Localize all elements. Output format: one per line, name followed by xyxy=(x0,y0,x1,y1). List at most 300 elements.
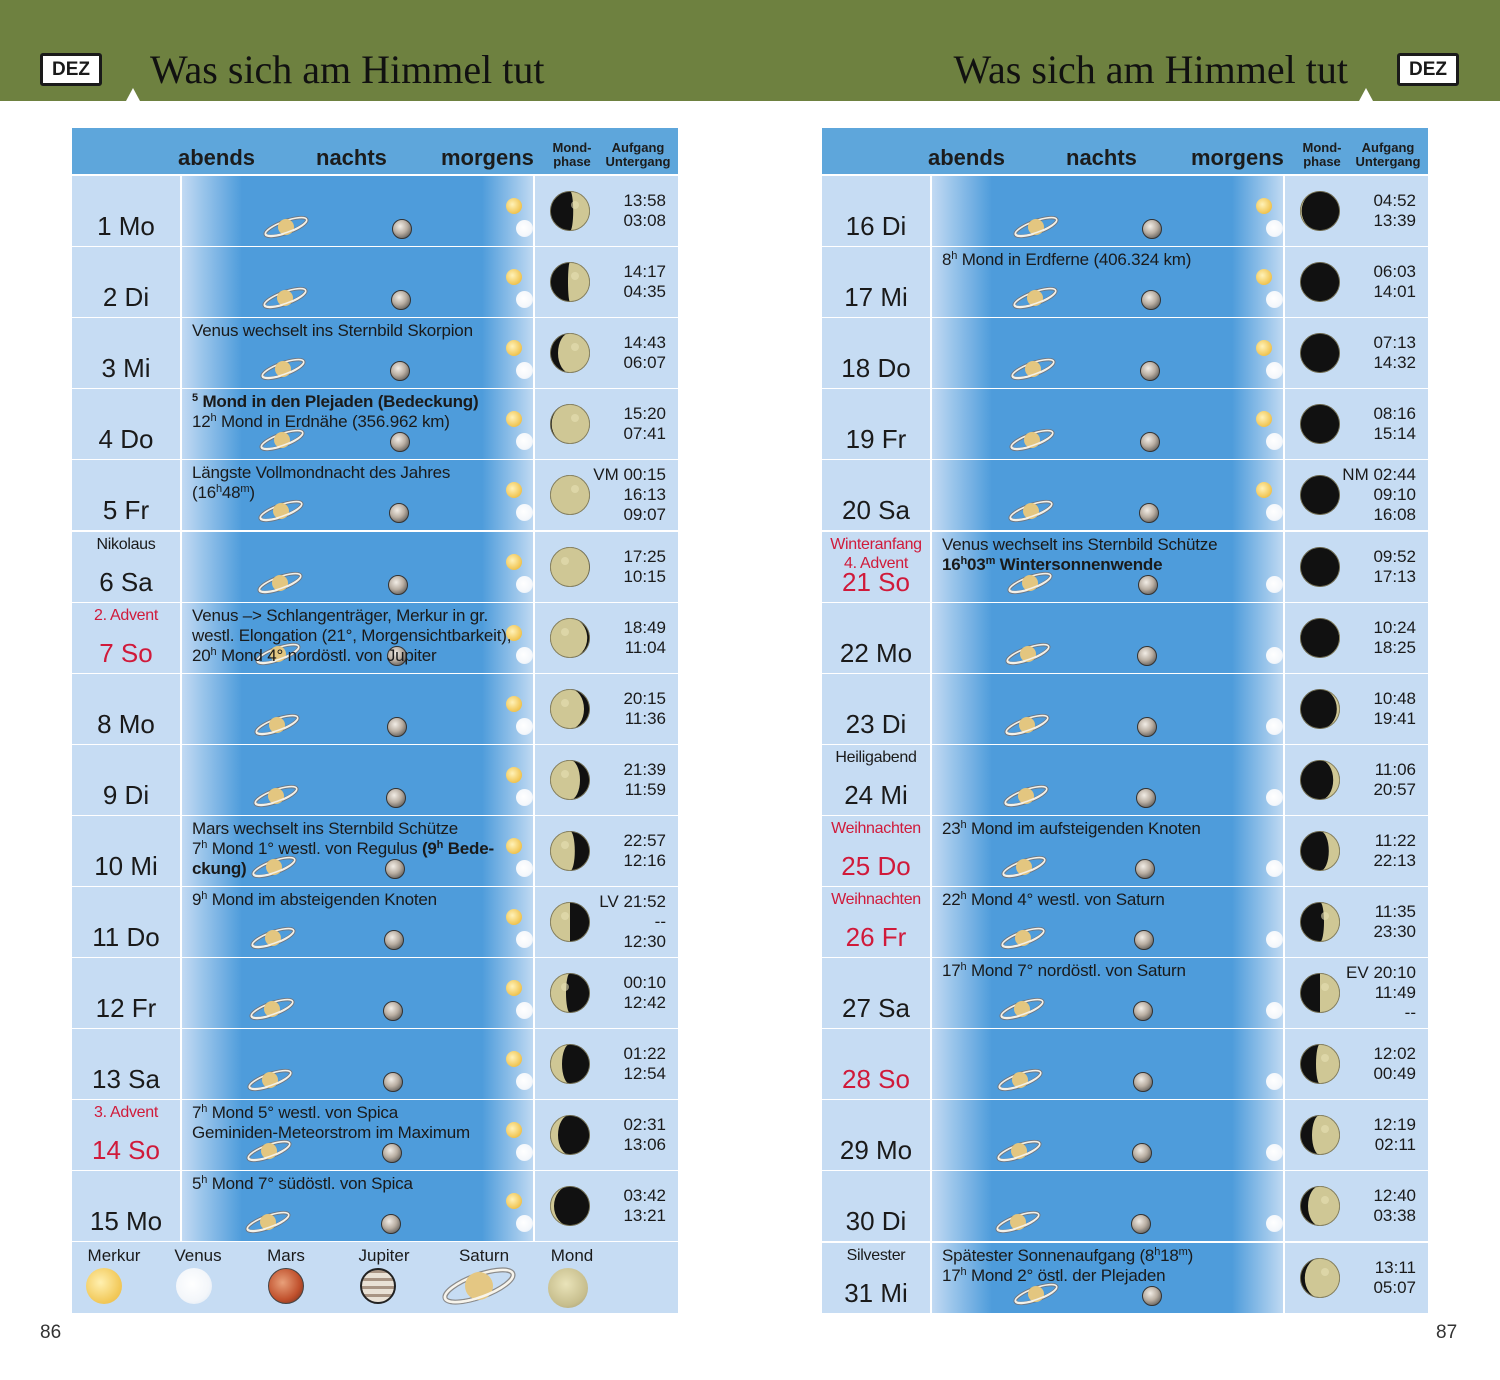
sky-cell xyxy=(932,1243,1283,1313)
moon-phase-cell xyxy=(535,1100,678,1170)
time-value: 15:20 xyxy=(623,404,666,424)
sky-cell xyxy=(182,176,533,246)
event-text: 5$^h$ Mond 7° südöstl. von Spica xyxy=(192,1174,413,1194)
moon-phase-cell xyxy=(535,460,678,530)
saturn-icon xyxy=(252,783,300,809)
moon-phase-cell xyxy=(535,887,678,957)
venus-icon xyxy=(1266,291,1283,308)
jupiter-icon xyxy=(383,1072,403,1092)
event-text: 7$^h$ Mond 5° westl. von Spica Geminiden-Meteorstrom im Maximum xyxy=(192,1103,470,1143)
day-row xyxy=(72,1171,678,1241)
moon-phase-icon xyxy=(1300,831,1340,871)
day-label: 25 Do xyxy=(841,850,911,881)
venus-icon xyxy=(176,1268,212,1304)
sky-cell xyxy=(932,1171,1283,1241)
time-value: 11:36 xyxy=(624,708,666,728)
rise-set-times xyxy=(1373,176,1416,246)
day-label: 28 So xyxy=(842,1064,910,1095)
moon-phase-icon xyxy=(1300,1258,1340,1298)
rise-set-times xyxy=(623,1171,666,1241)
venus-icon xyxy=(516,1144,533,1161)
venus-icon xyxy=(1266,1215,1283,1232)
day-note: Winteranfang 4. Advent xyxy=(830,535,922,572)
jupiter-icon xyxy=(1140,361,1160,381)
jupiter-icon xyxy=(390,361,410,381)
page-number-left: 86 xyxy=(40,1322,62,1343)
moon-phase-icon xyxy=(550,547,590,587)
col-aufgang-untergang: Aufgang Untergang xyxy=(605,140,671,169)
rise-set-times xyxy=(623,674,666,744)
month-badge-right: DEZ xyxy=(1397,53,1459,86)
time-value: 12:30 xyxy=(623,932,666,951)
moon-phase-icon xyxy=(550,475,590,515)
moon-phase-cell xyxy=(535,958,678,1028)
date-cell xyxy=(822,176,930,246)
sky-cell xyxy=(182,460,533,530)
moon-phase-icon xyxy=(550,618,590,658)
day-label: 20 Sa xyxy=(842,495,910,526)
time-value: 03:08 xyxy=(623,211,666,230)
sky-cell xyxy=(932,176,1283,246)
date-cell xyxy=(822,318,930,388)
date-cell xyxy=(72,1100,180,1170)
venus-icon xyxy=(1266,433,1283,450)
time-value: 17:25 xyxy=(623,546,666,566)
mars-icon xyxy=(268,1268,304,1304)
jupiter-icon xyxy=(382,1143,402,1163)
rise-set-times xyxy=(1346,958,1416,1028)
jupiter-icon xyxy=(360,1268,396,1304)
moon-phase-cell xyxy=(535,603,678,673)
date-cell xyxy=(822,247,930,317)
date-cell xyxy=(72,460,180,530)
saturn-icon xyxy=(244,1209,292,1235)
time-value: 09:52 xyxy=(1373,546,1416,566)
sky-cell xyxy=(932,460,1283,530)
moon-phase-cell xyxy=(1285,674,1428,744)
rise-set-times xyxy=(1373,603,1416,673)
day-label: 8 Mo xyxy=(97,708,155,739)
time-value: 18:49 xyxy=(623,617,666,637)
time-value: 12:40 xyxy=(1373,1186,1416,1206)
rise-set-times xyxy=(623,816,666,886)
time-value: NM 02:44 xyxy=(1342,465,1416,485)
legend-saturn-label: Saturn xyxy=(458,1246,510,1265)
legend-venus-label: Venus xyxy=(174,1246,222,1265)
venus-icon xyxy=(1266,860,1283,877)
moon-phase-cell xyxy=(1285,318,1428,388)
day-label: 31 Mi xyxy=(844,1277,908,1308)
jupiter-icon xyxy=(1137,646,1157,666)
day-label: 22 Mo xyxy=(839,637,913,668)
day-row xyxy=(822,247,1428,317)
date-cell xyxy=(822,1171,930,1241)
moon-phase-cell xyxy=(1285,603,1428,673)
sky-cell xyxy=(932,318,1283,388)
date-cell xyxy=(822,887,930,957)
moon-phase-cell xyxy=(535,532,678,602)
rise-set-times xyxy=(623,532,666,602)
moon-phase-icon xyxy=(550,404,590,444)
sky-cell xyxy=(182,1029,533,1099)
day-row xyxy=(72,816,678,886)
month-badge-left: DEZ xyxy=(40,53,102,86)
event-text: $^5$ Mond in den Plejaden (Bedeckung) 12$^h$ Mond in Erdnähe (356.962 km) xyxy=(192,392,479,432)
saturn-icon xyxy=(995,1138,1043,1164)
page-number-right: 87 xyxy=(1436,1322,1458,1343)
time-value: 05:07 xyxy=(1373,1277,1416,1297)
jupiter-icon xyxy=(389,503,409,523)
rise-set-times xyxy=(1373,816,1416,886)
sky-cell xyxy=(182,532,533,602)
rise-set-times xyxy=(1373,1171,1416,1241)
day-row xyxy=(822,460,1428,530)
column-header xyxy=(822,128,1428,174)
time-value: 01:22 xyxy=(623,1044,666,1064)
col-aufgang-untergang: Aufgang Untergang xyxy=(1355,140,1421,169)
moon-phase-icon xyxy=(1300,1115,1340,1155)
sky-cell xyxy=(182,1100,533,1170)
mercury-icon xyxy=(1256,269,1272,285)
day-label: 12 Fr xyxy=(95,993,157,1024)
rise-set-times xyxy=(1373,247,1416,317)
day-row xyxy=(72,389,678,459)
column-header xyxy=(72,128,678,174)
date-cell xyxy=(822,1243,930,1313)
day-row xyxy=(822,745,1428,815)
date-cell xyxy=(822,1029,930,1099)
time-value: 22:57 xyxy=(623,830,666,850)
saturn-icon xyxy=(259,356,307,382)
moon-phase-cell xyxy=(1285,816,1428,886)
jupiter-icon xyxy=(1138,575,1158,595)
legend-merkur-label: Merkur xyxy=(87,1246,141,1265)
time-value: 04:35 xyxy=(623,282,666,302)
time-value: 00:49 xyxy=(1373,1064,1416,1084)
day-label: 19 Fr xyxy=(845,424,907,455)
time-value: 13:58 xyxy=(623,191,666,210)
rise-set-times xyxy=(623,176,666,246)
moon-phase-icon xyxy=(1300,902,1340,942)
day-note: 2. Advent xyxy=(93,606,159,624)
venus-icon xyxy=(516,1002,533,1019)
saturn-icon xyxy=(1012,214,1060,240)
date-cell xyxy=(822,958,930,1028)
time-value: 11:35 xyxy=(1374,902,1416,921)
jupiter-icon xyxy=(1142,219,1162,239)
day-row xyxy=(822,816,1428,886)
moon-phase-icon xyxy=(550,760,590,800)
moon-phase-icon xyxy=(550,831,590,871)
day-row xyxy=(822,176,1428,246)
mercury-icon xyxy=(506,980,522,996)
venus-icon xyxy=(516,718,533,735)
day-label: 6 Sa xyxy=(99,566,153,597)
time-value: VM 00:15 xyxy=(593,465,666,485)
time-value: 15:14 xyxy=(1373,424,1416,444)
sky-cell xyxy=(932,1029,1283,1099)
day-label: 30 Di xyxy=(845,1206,907,1237)
day-note: 3. Advent xyxy=(93,1104,159,1122)
day-row xyxy=(72,532,678,602)
jupiter-icon xyxy=(388,575,408,595)
venus-icon xyxy=(1266,220,1283,237)
venus-icon xyxy=(1266,576,1283,593)
time-value: 20:15 xyxy=(623,688,666,708)
day-row xyxy=(822,1100,1428,1170)
moon-phase-icon xyxy=(550,333,590,373)
venus-icon xyxy=(516,789,533,806)
date-cell xyxy=(72,603,180,673)
merkur-icon xyxy=(86,1268,122,1304)
event-text: Spätester Sonnenaufgang (8$^h$18$^m$) 17$^h$ Mond 2° östl. der Plejaden xyxy=(942,1245,1194,1285)
day-label: 11 Do xyxy=(92,922,160,952)
moon-phase-icon xyxy=(1300,760,1340,800)
venus-icon xyxy=(516,362,533,379)
moon-phase-icon xyxy=(1300,1044,1340,1084)
rise-set-times xyxy=(623,958,666,1028)
day-row xyxy=(822,389,1428,459)
moon-phase-cell xyxy=(1285,1243,1428,1313)
legend-mond-label: Mond xyxy=(550,1246,594,1265)
venus-icon xyxy=(1266,931,1283,948)
moon-phase-icon xyxy=(1300,1186,1340,1226)
time-value: 02:11 xyxy=(1374,1135,1416,1155)
moon-phase-icon xyxy=(1300,262,1340,302)
moon-phase-cell xyxy=(1285,1029,1428,1099)
rise-set-times xyxy=(623,603,666,673)
saturn-icon xyxy=(256,570,304,596)
jupiter-icon xyxy=(1133,1001,1153,1021)
moon-phase-icon xyxy=(550,1115,590,1155)
venus-icon xyxy=(1266,789,1283,806)
rise-set-times xyxy=(1373,318,1416,388)
banner-notch-right xyxy=(1359,88,1373,101)
jupiter-icon xyxy=(1137,717,1157,737)
mercury-icon xyxy=(1256,198,1272,214)
time-value: 14:17 xyxy=(623,262,666,282)
rise-set-times xyxy=(1342,460,1416,530)
time-value: 06:03 xyxy=(1373,262,1416,282)
moon-phase-cell xyxy=(1285,958,1428,1028)
mercury-icon xyxy=(506,340,522,356)
legend-jupiter-label: Jupiter xyxy=(358,1246,410,1265)
sky-cell xyxy=(182,745,533,815)
time-value: 23:30 xyxy=(1373,922,1416,941)
saturn-icon xyxy=(994,1209,1042,1235)
moon-phase-icon xyxy=(1300,191,1340,231)
moon-phase-cell xyxy=(535,745,678,815)
venus-icon xyxy=(516,504,533,521)
sky-cell xyxy=(932,745,1283,815)
event-text: 8$^h$ Mond in Erdferne (406.324 km) xyxy=(942,250,1192,270)
mercury-icon xyxy=(506,269,522,285)
col-mondphase: Mond- phase xyxy=(1302,140,1342,169)
moon-phase-cell xyxy=(1285,389,1428,459)
rise-set-times xyxy=(623,247,666,317)
page-title-left: Was sich am Himmel tut xyxy=(150,47,545,92)
jupiter-icon xyxy=(390,432,410,452)
moon-phase-icon xyxy=(1300,404,1340,444)
time-value: 19:41 xyxy=(1373,708,1416,728)
moon-phase-icon xyxy=(550,1186,590,1226)
time-value: 12:02 xyxy=(1373,1044,1416,1064)
venus-icon xyxy=(1266,362,1283,379)
jupiter-icon xyxy=(1141,290,1161,310)
moon-phase-icon xyxy=(550,902,590,942)
sky-cell xyxy=(182,389,533,459)
saturn-icon xyxy=(1009,356,1057,382)
moon-phase-cell xyxy=(535,1171,678,1241)
moon-phase-icon xyxy=(550,1044,590,1084)
time-value: 18:25 xyxy=(1373,637,1416,657)
saturn-icon xyxy=(1002,783,1050,809)
event-text: 23$^h$ Mond im aufsteigenden Knoten xyxy=(942,818,1201,838)
rise-set-times xyxy=(1373,532,1416,602)
sky-cell xyxy=(932,958,1283,1028)
saturn-icon xyxy=(1004,641,1052,667)
time-value: 17:13 xyxy=(1373,566,1416,586)
saturn-icon xyxy=(261,285,309,311)
venus-icon xyxy=(516,1073,533,1090)
event-text: 17$^h$ Mond 7° nordöstl. von Saturn xyxy=(942,961,1186,981)
moon-phase-cell xyxy=(535,816,678,886)
date-cell xyxy=(822,603,930,673)
moon-phase-cell xyxy=(1285,1100,1428,1170)
day-label: 10 Mi xyxy=(94,850,158,881)
moon-phase-cell xyxy=(1285,176,1428,246)
time-value: 13:11 xyxy=(1374,1257,1416,1277)
mercury-icon xyxy=(1256,482,1272,498)
moon-phase-icon xyxy=(1300,333,1340,373)
mercury-icon xyxy=(506,554,522,570)
day-label: 5 Fr xyxy=(102,495,150,526)
sky-cell xyxy=(182,603,533,673)
time-value: 03:38 xyxy=(1373,1206,1416,1226)
saturn-icon xyxy=(998,996,1046,1022)
saturn-icon xyxy=(248,996,296,1022)
date-cell xyxy=(72,674,180,744)
time-value: LV 21:52 xyxy=(599,892,666,911)
day-label: 21 So xyxy=(842,566,910,597)
time-value: 09:10 xyxy=(1373,485,1416,505)
day-label: 29 Mo xyxy=(839,1135,913,1166)
time-value: 16:13 xyxy=(623,485,666,505)
date-cell xyxy=(72,318,180,388)
date-cell xyxy=(72,887,180,957)
sky-cell xyxy=(182,318,533,388)
moon-phase-icon xyxy=(550,262,590,302)
rise-set-times xyxy=(593,460,666,530)
mond-icon xyxy=(548,1268,588,1308)
legend-mars-label: Mars xyxy=(267,1246,305,1265)
day-label: 2 Di xyxy=(102,282,150,313)
venus-icon xyxy=(516,291,533,308)
time-value: 16:08 xyxy=(1373,505,1416,525)
time-value: 11:04 xyxy=(624,637,666,657)
rise-set-times xyxy=(623,745,666,815)
header-banner xyxy=(0,0,1500,101)
day-row xyxy=(72,1029,678,1099)
day-label: 13 Sa xyxy=(92,1064,160,1095)
col-mondphase: Mond- phase xyxy=(552,140,592,169)
rise-set-times xyxy=(599,887,666,957)
date-cell xyxy=(72,745,180,815)
saturn-icon xyxy=(1008,427,1056,453)
time-value: 07:41 xyxy=(623,424,666,444)
time-value: 14:32 xyxy=(1373,353,1416,373)
venus-icon xyxy=(1266,504,1283,521)
time-value: 12:54 xyxy=(623,1064,666,1084)
time-value: 09:07 xyxy=(623,505,666,525)
time-value: 08:16 xyxy=(1373,404,1416,424)
sky-cell xyxy=(932,887,1283,957)
day-label: 7 So xyxy=(99,637,153,668)
sky-cell xyxy=(932,247,1283,317)
day-row xyxy=(72,460,678,530)
page-title-right: Was sich am Himmel tut xyxy=(953,47,1348,92)
jupiter-icon xyxy=(1139,503,1159,523)
day-label: 27 Sa xyxy=(842,993,910,1024)
moon-phase-cell xyxy=(535,176,678,246)
saturn-icon xyxy=(246,1067,294,1093)
sky-cell xyxy=(182,247,533,317)
day-row xyxy=(72,318,678,388)
time-value: 14:43 xyxy=(623,333,666,353)
moon-phase-cell xyxy=(535,247,678,317)
mercury-icon xyxy=(506,767,522,783)
sky-cell xyxy=(182,887,533,957)
mercury-icon xyxy=(1256,340,1272,356)
day-label: 9 Di xyxy=(102,779,150,810)
time-value: 11:49 xyxy=(1374,983,1416,1003)
venus-icon xyxy=(516,433,533,450)
day-label: 17 Mi xyxy=(844,282,908,313)
event-text: Venus wechselt ins Sternbild Schütze 16$^h$03$^m$ Wintersonnenwende xyxy=(942,534,1218,574)
mercury-icon xyxy=(506,909,522,925)
sky-cell xyxy=(932,674,1283,744)
day-row xyxy=(72,887,678,957)
day-note: Weihnachten xyxy=(831,891,921,908)
jupiter-icon xyxy=(1135,859,1155,879)
saturn-icon xyxy=(253,712,301,738)
moon-phase-cell xyxy=(535,1029,678,1099)
saturn-icon xyxy=(1000,854,1048,880)
date-cell xyxy=(72,1029,180,1099)
moon-phase-icon xyxy=(550,973,590,1013)
time-value: 13:06 xyxy=(623,1135,666,1155)
day-note: Weihnachten xyxy=(831,819,921,837)
day-row xyxy=(822,318,1428,388)
date-cell xyxy=(72,389,180,459)
saturn-icon xyxy=(262,214,310,240)
moon-phase-cell xyxy=(535,674,678,744)
mercury-icon xyxy=(506,696,522,712)
time-value: 00:10 xyxy=(623,973,666,993)
day-row xyxy=(822,674,1428,744)
moon-phase-icon xyxy=(550,191,590,231)
date-cell xyxy=(72,247,180,317)
moon-phase-icon xyxy=(1300,475,1340,515)
jupiter-icon xyxy=(1131,1214,1151,1234)
time-value: 12:42 xyxy=(623,993,666,1013)
day-row xyxy=(72,247,678,317)
day-row xyxy=(72,1100,678,1170)
day-note: Nikolaus xyxy=(96,535,156,553)
date-cell xyxy=(822,532,930,602)
day-row xyxy=(72,745,678,815)
date-cell xyxy=(822,674,930,744)
